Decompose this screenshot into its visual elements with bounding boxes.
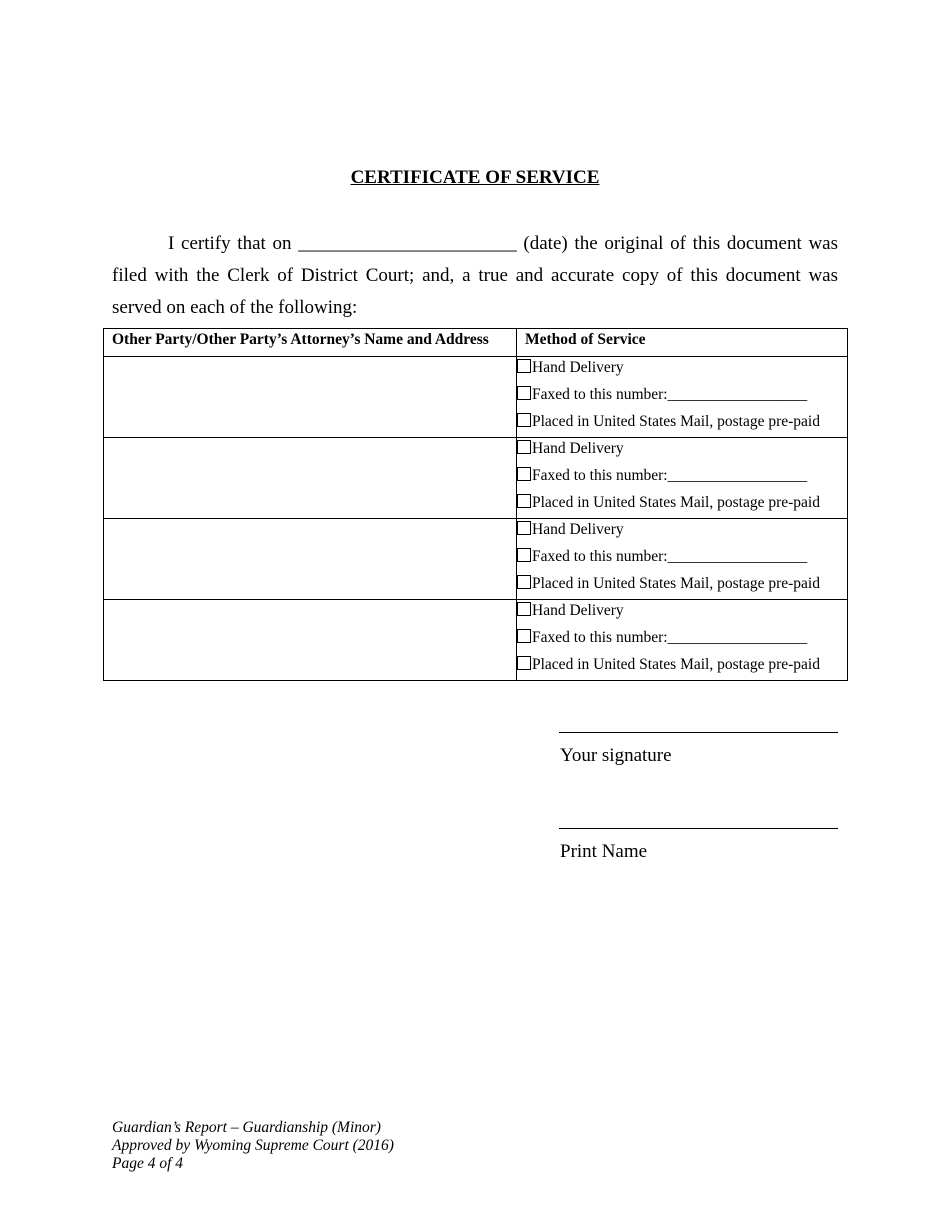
- hand-delivery-checkbox[interactable]: [517, 359, 531, 373]
- option-label: Faxed to this number:__________________: [532, 467, 808, 484]
- service-option: [517, 411, 847, 437]
- option-label: Faxed to this number:__________________: [532, 386, 808, 403]
- footer-form-title: Guardian’s Report – Guardianship (Minor): [112, 1119, 381, 1136]
- signature-label: Your signature: [560, 745, 672, 766]
- party-address-cell[interactable]: [104, 438, 517, 519]
- option-label: Hand Delivery: [532, 521, 624, 538]
- option-label: Placed in United States Mail, postage pre-paid: [532, 656, 820, 673]
- table-row: [104, 438, 848, 519]
- option-label: Placed in United States Mail, postage pre-paid: [532, 413, 820, 430]
- footer-page-number: Page 4 of 4: [112, 1155, 184, 1172]
- method-column-header: Method of Service: [517, 329, 848, 357]
- service-option: [517, 600, 847, 627]
- party-address-cell[interactable]: [104, 519, 517, 600]
- option-label: Faxed to this number:__________________: [532, 548, 808, 565]
- method-cell: [517, 600, 848, 681]
- mail-checkbox[interactable]: [517, 413, 531, 427]
- fax-checkbox[interactable]: [517, 629, 531, 643]
- document-footer: [112, 1119, 394, 1173]
- print-name-label: Print Name: [560, 841, 648, 862]
- hand-delivery-checkbox[interactable]: [517, 602, 531, 616]
- service-option: [517, 492, 847, 518]
- method-cell: [517, 357, 848, 438]
- fax-checkbox[interactable]: [517, 467, 531, 481]
- hand-delivery-checkbox[interactable]: [517, 440, 531, 454]
- table-row: [104, 519, 848, 600]
- page-title: CERTIFICATE OF SERVICE: [350, 167, 600, 188]
- table-row: [104, 600, 848, 681]
- mail-checkbox[interactable]: [517, 494, 531, 508]
- option-label: Hand Delivery: [532, 602, 624, 619]
- option-label: Hand Delivery: [532, 359, 624, 376]
- fax-checkbox[interactable]: [517, 548, 531, 562]
- option-label: Faxed to this number:__________________: [532, 629, 808, 646]
- option-label: Placed in United States Mail, postage pre-paid: [532, 575, 820, 592]
- method-cell: [517, 519, 848, 600]
- option-label: Placed in United States Mail, postage pre-paid: [532, 494, 820, 511]
- fax-checkbox[interactable]: [517, 386, 531, 400]
- service-option: [517, 384, 847, 411]
- option-label: Hand Delivery: [532, 440, 624, 457]
- service-option: [517, 519, 847, 546]
- method-cell: [517, 438, 848, 519]
- service-option: [517, 465, 847, 492]
- service-option: [517, 438, 847, 465]
- service-option: [517, 627, 847, 654]
- service-option: [517, 654, 847, 680]
- party-column-header: Other Party/Other Party’s Attorney’s Name and Address: [104, 329, 517, 357]
- table-row: [104, 357, 848, 438]
- mail-checkbox[interactable]: [517, 575, 531, 589]
- party-address-cell[interactable]: [104, 357, 517, 438]
- service-option: [517, 546, 847, 573]
- service-option: [517, 357, 847, 384]
- party-address-cell[interactable]: [104, 600, 517, 681]
- table-header-row: [104, 329, 848, 357]
- hand-delivery-checkbox[interactable]: [517, 521, 531, 535]
- mail-checkbox[interactable]: [517, 656, 531, 670]
- footer-approval: Approved by Wyoming Supreme Court (2016): [112, 1137, 394, 1154]
- certification-text: I certify that on _______________________ (date) the original of this document was filed with the Clerk of District Court; and, a true and accurate copy of this document was served on each of the following:: [112, 233, 838, 318]
- print-name-line[interactable]: [559, 828, 838, 829]
- service-table: [103, 328, 848, 681]
- service-option: [517, 573, 847, 599]
- signature-line[interactable]: [559, 732, 838, 733]
